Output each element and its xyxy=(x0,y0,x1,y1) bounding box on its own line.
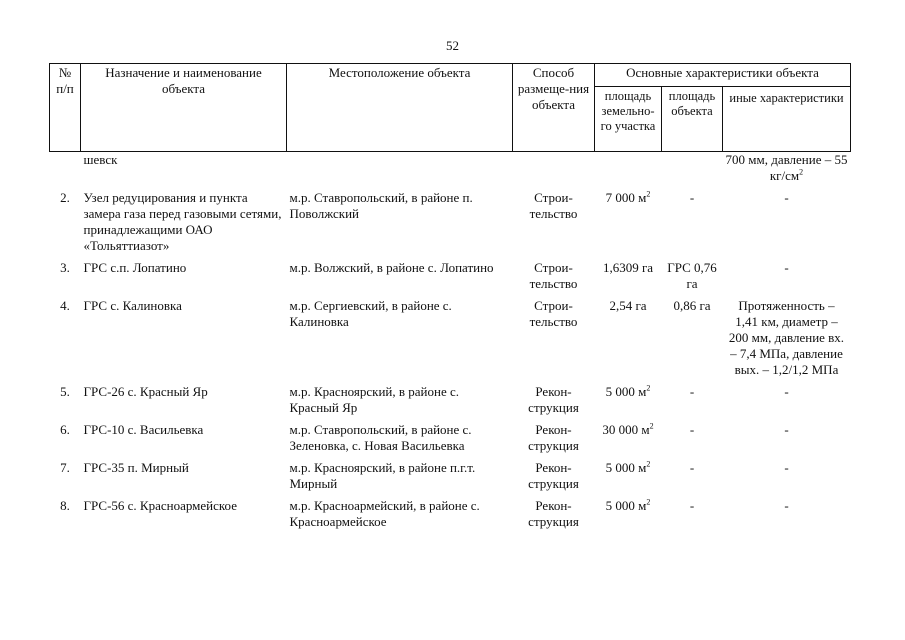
cell-num: 6. xyxy=(60,422,70,437)
cell-area-land: 5 000 $м^2$ xyxy=(605,383,651,399)
cell-num: 4. xyxy=(60,298,70,313)
cell-area-land: 7 000 $м^2$ xyxy=(605,189,651,205)
cell-area-land: 30 000 $м^2$ xyxy=(602,421,654,437)
table-row xyxy=(50,422,851,454)
header-method: Способ размеще-ния объекта xyxy=(513,64,595,152)
table-row xyxy=(50,190,851,254)
cell-other: - xyxy=(784,384,789,399)
cell-other: - xyxy=(784,422,789,437)
cell-name: ГРС с.п. Лопатино xyxy=(83,260,187,275)
cell-area-obj: 0,86 га xyxy=(673,298,711,313)
cell-area-land: 5 000 $м^2$ xyxy=(605,459,651,475)
cell-name: ГРС-35 п. Мирный xyxy=(83,460,189,475)
header-area-land: площадь земельно-го участка xyxy=(595,87,662,152)
cell-name: Узел редуцирования и пункта замера газа перед газовыми сетями, принадлежащими ОАО «Тольяттиазот» xyxy=(83,190,282,253)
cell-method: Строи-тельство xyxy=(529,298,578,329)
cell-name: шевск xyxy=(83,152,118,167)
table-row xyxy=(50,498,851,530)
cell-other: - xyxy=(784,190,789,205)
cell-area-land: 1,6309 га xyxy=(602,260,654,275)
cell-location: м.р. Красноармейский, в районе с. Красноармейское xyxy=(289,498,480,529)
cell-area-obj: - xyxy=(689,498,695,513)
header-name: Назначение и наименование объекта xyxy=(81,64,287,152)
cell-location: м.р. Ставропольский, в районе п. Поволжский xyxy=(289,190,473,221)
cell-num: 8. xyxy=(60,498,70,513)
cell-num: 5. xyxy=(60,384,70,399)
cell-method: Рекон-струкция xyxy=(528,422,579,453)
cell-name: ГРС-56 с. Красноармейское xyxy=(83,498,237,513)
table-row xyxy=(50,384,851,416)
cell-name: ГРС с. Калиновка xyxy=(83,298,182,313)
header-num: № п/п xyxy=(50,64,81,152)
table-row xyxy=(50,260,851,292)
cell-area-obj: - xyxy=(689,190,695,205)
cell-location: м.р. Красноярский, в районе с. Красный Яр xyxy=(289,384,459,415)
table-row xyxy=(50,460,851,492)
cell-num: 7. xyxy=(60,460,70,475)
cell-other: - xyxy=(784,260,789,275)
cell-method: Строи-тельство xyxy=(529,190,578,221)
header-other: иные характеристики xyxy=(723,87,851,152)
cell-other: - xyxy=(784,460,789,475)
cell-other: 700 мм, давление – 55 $кг/см^2$ xyxy=(725,152,848,183)
header-main-chars: Основные характеристики объекта xyxy=(595,64,851,87)
cell-num: 3. xyxy=(60,260,70,275)
cell-area-obj: - xyxy=(689,422,695,437)
page-number: 52 xyxy=(446,38,459,53)
cell-name: ГРС-10 с. Васильевка xyxy=(83,422,204,437)
cell-area-obj: - xyxy=(689,384,695,399)
cell-method: Рекон-струкция xyxy=(528,460,579,491)
table-row-continuation xyxy=(50,152,851,185)
cell-method: Строи-тельство xyxy=(529,260,578,291)
table-row xyxy=(50,298,851,378)
cell-area-land: 2,54 га xyxy=(609,298,647,313)
cell-name: ГРС-26 с. Красный Яр xyxy=(83,384,208,399)
cell-num: 2. xyxy=(60,190,70,205)
cell-location: м.р. Волжский, в районе с. Лопатино xyxy=(289,260,494,275)
header-location: Местоположение объекта xyxy=(287,64,513,152)
objects-table xyxy=(49,63,851,530)
cell-location: м.р. Сергиевский, в районе с. Калиновка xyxy=(289,298,452,329)
cell-area-obj: ГРС 0,76 га xyxy=(667,260,717,291)
cell-area-land: 5 000 $м^2$ xyxy=(605,497,651,513)
cell-method: Рекон-струкция xyxy=(528,384,579,415)
cell-method: Рекон-струкция xyxy=(528,498,579,529)
cell-other: - xyxy=(784,498,789,513)
cell-other: Протяженность – 1,41 км, диаметр – 200 мм, давление вх. – 7,4 МПа, давление вых. – 1,2/1,2 МПа xyxy=(728,298,845,377)
cell-area-obj: - xyxy=(689,460,695,475)
header-area-obj: площадь объекта xyxy=(662,87,723,152)
cell-location: м.р. Ставропольский, в районе с. Зеленовка, с. Новая Васильевка xyxy=(289,422,472,453)
cell-location: м.р. Красноярский, в районе п.г.т. Мирный xyxy=(289,460,476,491)
